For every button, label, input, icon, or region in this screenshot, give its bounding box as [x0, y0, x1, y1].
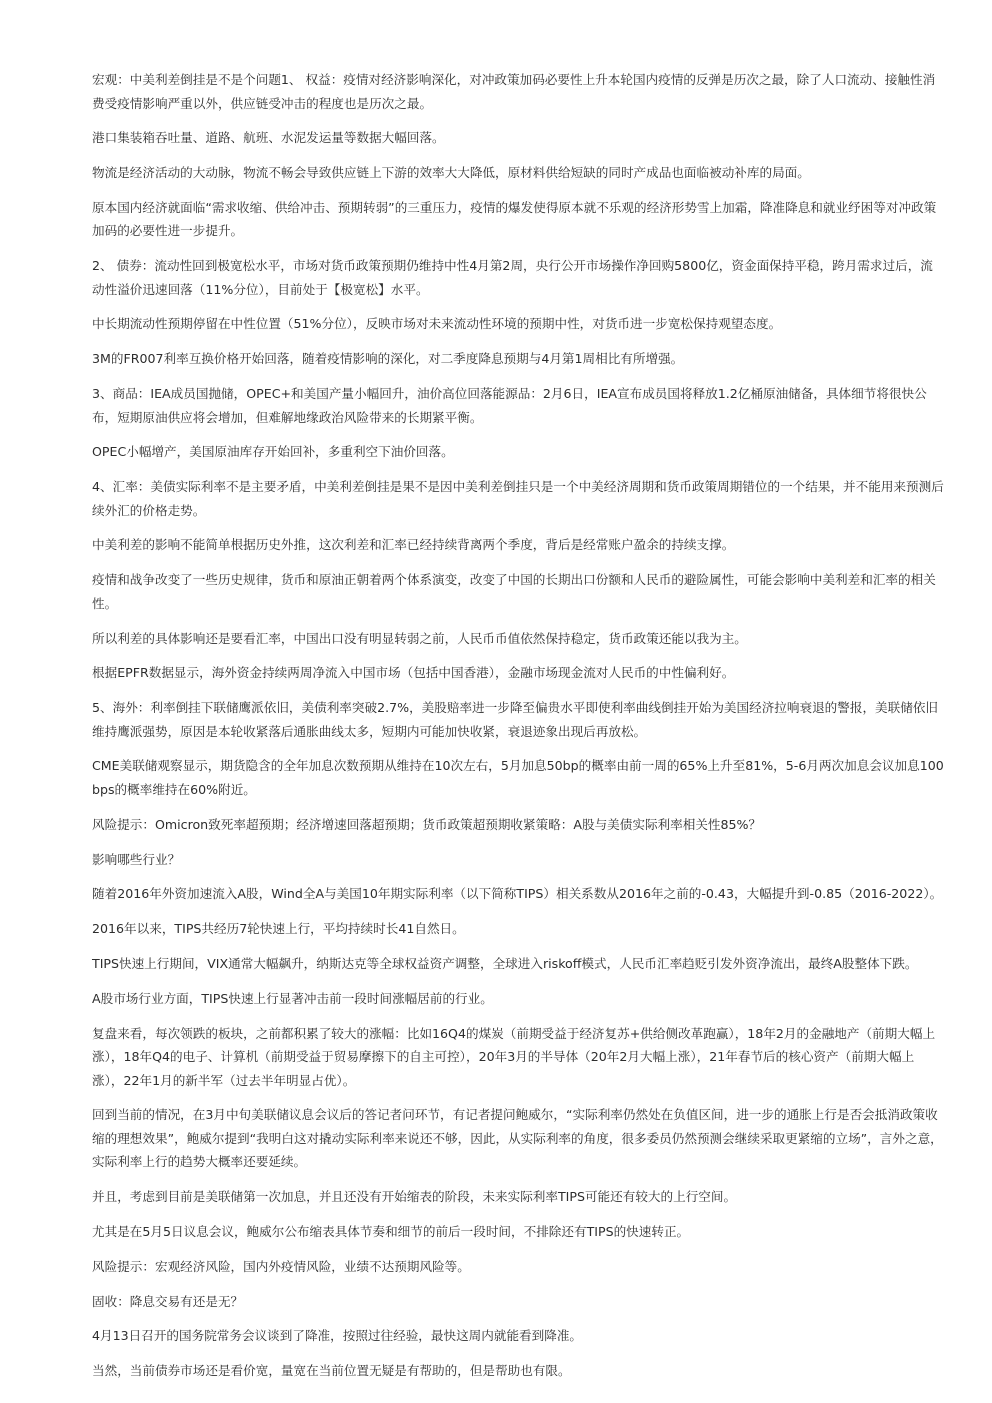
paragraph: 4、汇率：美债实际利率不是主要矛盾，中美利差倒挂是果不是因中美利差倒挂只是一个中美经济周期和货币政策周期错位的一个结果，并不能用来预测后续外汇的价格走势。 [92, 479, 944, 518]
paragraph: 疫情和战争改变了一些历史规律，货币和原油正朝着两个体系演变，改变了中国的长期出口份额和人民币的避险属性，可能会影响中美利差和汇率的相关性。 [92, 572, 936, 611]
paragraph: A股市场行业方面，TIPS快速上行显著冲击前一段时间涨幅居前的行业。 [92, 990, 493, 1006]
paragraph: 固收：降息交易有还是无？ [92, 1293, 244, 1309]
paragraph: 4月13日召开的国务院常务会议谈到了降准，按照过往经验，最快这周内就能看到降准。 [92, 1328, 583, 1344]
paragraph: 2016年以来，TIPS共经历7轮快速上行，平均持续时长41自然日。 [92, 921, 465, 937]
paragraph: 所以利差的具体影响还是要看汇率，中国出口没有明显转弱之前，人民币币值依然保持稳定，货币政策还能以我为主。 [92, 630, 747, 646]
document-body [92, 68, 944, 1394]
paragraph: 复盘来看，每次领跌的板块，之前都积累了较大的涨幅：比如16Q4的煤炭（前期受益于经济复苏+供给侧改革跑赢），18年2月的金融地产（前期大幅上涨），18年Q4的电子、计算机（前期受益于贸易摩擦下的自主可控），20年3月的半导体（20年2月大幅上涨），21年春节后的核心资产（前期大幅上涨），22年1月的新半军（过去半年明显占优）。 [92, 1025, 936, 1088]
paragraph: 当然，当前债券市场还是看价宽，量宽在当前位置无疑是有帮助的，但是帮助也有限。 [92, 1363, 571, 1379]
paragraph: 并且，考虑到目前是美联储第一次加息，并且还没有开始缩表的阶段，未来实际利率TIPS可能还有较大的上行空间。 [92, 1189, 737, 1205]
paragraph: 宏观：中美利差倒挂是不是个问题1、 权益：疫情对经济影响深化，对冲政策加码必要性上升本轮国内疫情的反弹是历次之最，除了人口流动、接触性消费受疫情影响严重以外，供应链受冲击的程度也是历次之最。 [92, 72, 936, 111]
paragraph: 中长期流动性预期停留在中性位置（51%分位），反映市场对未来流动性环境的预期中性，对货币进一步宽松保持观望态度。 [92, 316, 782, 332]
paragraph: 港口集装箱吞吐量、道路、航班、水泥发运量等数据大幅回落。 [92, 130, 445, 146]
paragraph: 尤其是在5月5日议息会议，鲍威尔公布缩表具体节奏和细节的前后一段时间，不排除还有TIPS的快速转正。 [92, 1223, 690, 1239]
paragraph: 根据EPFR数据显示，海外资金持续两周净流入中国市场（包括中国香港），金融市场现金流对人民币的中性偏利好。 [92, 665, 735, 681]
paragraph: 物流是经济活动的大动脉，物流不畅会导致供应链上下游的效率大大降低，原材料供给短缺的同时产成品也面临被动补库的局面。 [92, 165, 810, 181]
paragraph: 回到当前的情况，在3月中旬美联储议息会议后的答记者问环节，有记者提问鲍威尔，“实际利率仍然处在负值区间，进一步的通胀上行是否会抵消政策收缩的理想效果”，鲍威尔提到“我明白这对撬动实际利率来说还不够，因此，从实际利率的角度，很多委员仍然预测会继续采取更紧缩的立场”，言外之意，实际利率上行的趋势大概率还要延续。 [92, 1107, 943, 1170]
paragraph: 3M的FR007利率互换价格开始回落，随着疫情影响的深化，对二季度降息预期与4月第1周相比有所增强。 [92, 351, 684, 367]
paragraph: CME美联储观察显示，期货隐含的全年加息次数预期从维持在10次左右，5月加息50bp的概率由前一周的65%上升至81%，5-6月两次加息会议加息100bps的概率维持在60%附近。 [92, 758, 944, 797]
paragraph: 风险提示：宏观经济风险，国内外疫情风险，业绩不达预期风险等。 [92, 1258, 470, 1274]
paragraph: OPEC小幅增产，美国原油库存开始回补，多重利空下油价回落。 [92, 444, 454, 460]
paragraph: 3、商品：IEA成员国抛储，OPEC+和美国产量小幅回升，油价高位回落能源品：2月6日，IEA宣布成员国将释放1.2亿桶原油储备，具体细节将很快公布，短期原油供应将会增加，但难解地缘政治风险带来的长期紧平衡。 [92, 386, 927, 425]
paragraph: 随着2016年外资加速流入A股，Wind全A与美国10年期实际利率（以下简称TIPS）相关系数从2016年之前的-0.43，大幅提升到-0.85（2016-2022）。 [92, 886, 943, 902]
paragraph: 2、 债券：流动性回到极宽松水平，市场对货币政策预期仍维持中性4月第2周，央行公开市场操作净回购5800亿，资金面保持平稳，跨月需求过后，流动性溢价迅速回落（11%分位），目前处于【极宽松】水平。 [92, 258, 933, 297]
paragraph: 5、海外：利率倒挂下联储鹰派依旧，美债利率突破2.7%，美股赔率进一步降至偏贵水平即使利率曲线倒挂开始为美国经济拉响衰退的警报，美联储依旧维持鹰派强势，原因是本轮收紧落后通胀曲线太多，短期内可能加快收紧，衰退迹象出现后再放松。 [92, 700, 939, 739]
paragraph: 风险提示：Omicron致死率超预期；经济增速回落超预期；货币政策超预期收紧策略：A股与美债实际利率相关性85%？ [92, 816, 762, 832]
paragraph: 影响哪些行业？ [92, 851, 181, 867]
paragraph: TIPS快速上行期间，VIX通常大幅飙升，纳斯达克等全球权益资产调整，全球进入riskoff模式，人民币汇率趋贬引发外资净流出，最终A股整体下跌。 [92, 955, 918, 971]
paragraph: 原本国内经济就面临“需求收缩、供给冲击、预期转弱”的三重压力，疫情的爆发使得原本就不乐观的经济形势雪上加霜，降准降息和就业纾困等对冲政策加码的必要性进一步提升。 [92, 199, 937, 239]
paragraph: 中美利差的影响不能简单根据历史外推，这次利差和汇率已经持续背离两个季度，背后是经常账户盈余的持续支撑。 [92, 537, 735, 553]
